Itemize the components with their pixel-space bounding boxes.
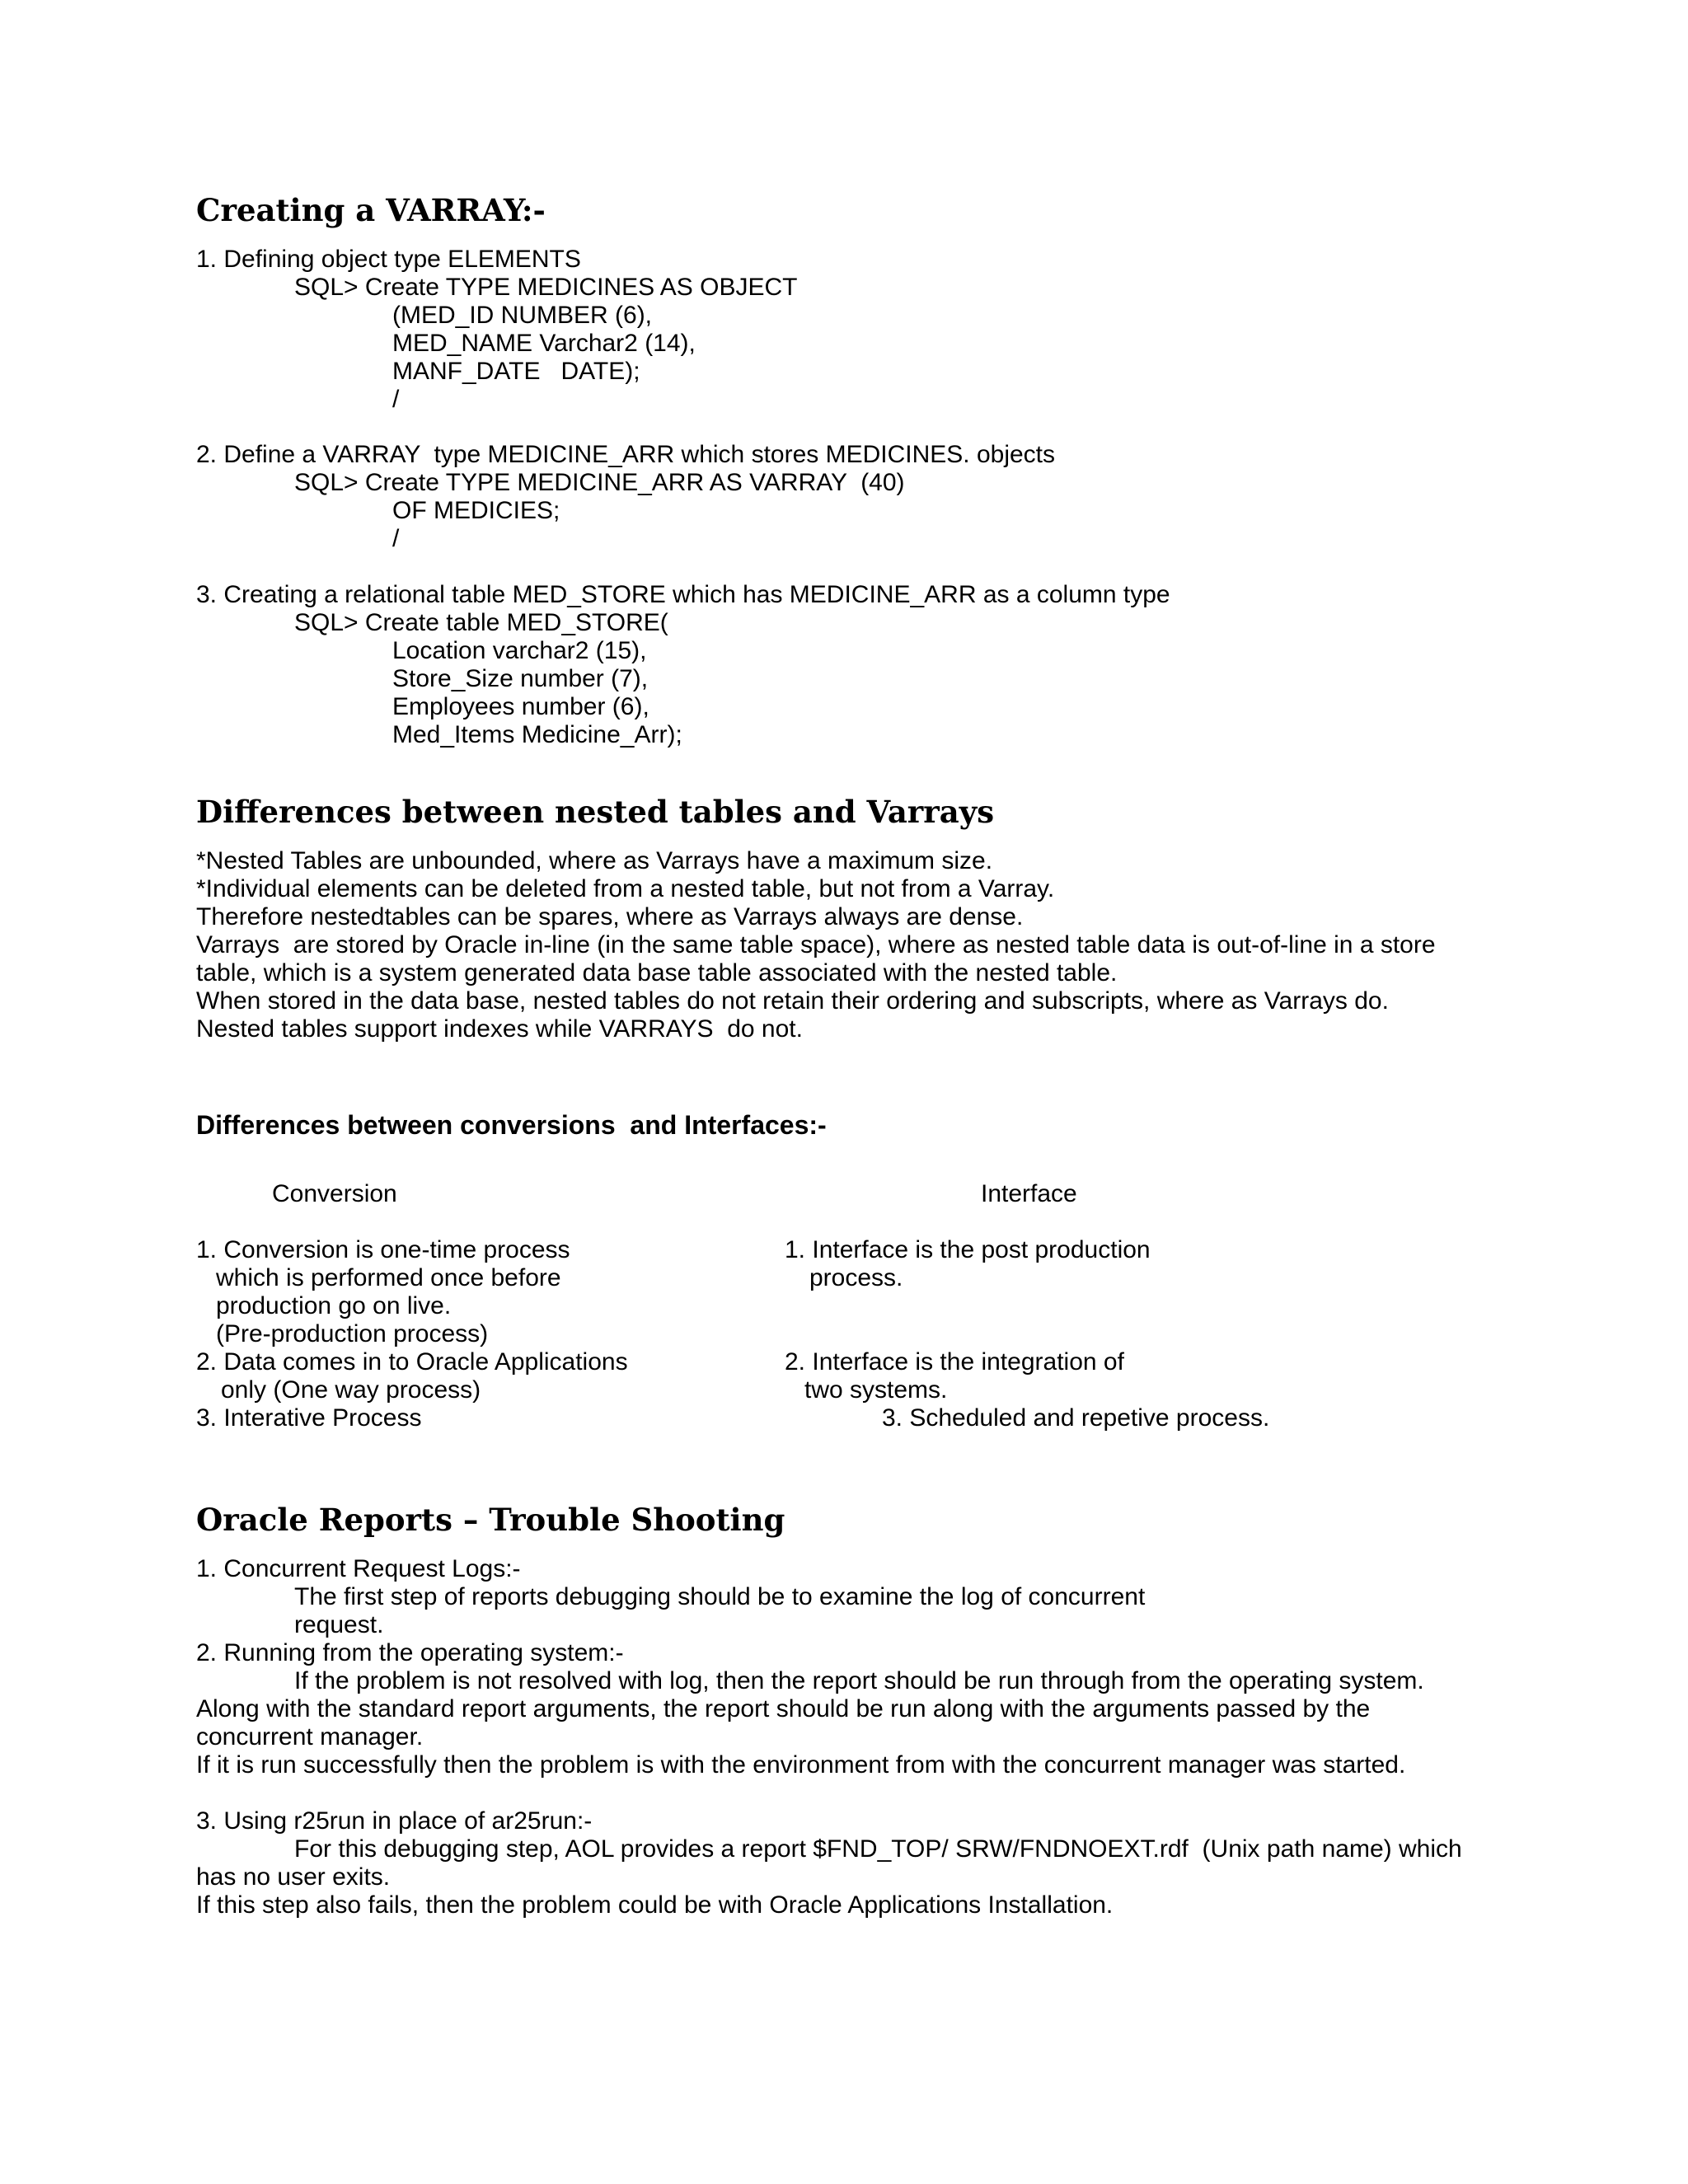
varray-line: 3. Creating a relational table MED_STORE which has MEDICINE_ARR as a column type: [196, 581, 1170, 608]
interface-line: 2. Interface is the integration of: [785, 1348, 1124, 1376]
conversion-line: only (One way process): [221, 1376, 481, 1404]
conversion-line: 3. Interative Process: [196, 1404, 422, 1432]
reports-line: For this debugging step, AOL provides a report $FND_TOP/ SRW/FNDNOEXT.rdf (Unix path name) which: [294, 1835, 1462, 1863]
nested-line: Varrays are stored by Oracle in-line (in the same table space), where as nested table data is out-of-line in a store: [196, 931, 1436, 958]
interface-line: two systems.: [804, 1376, 948, 1404]
varray-line: MANF_DATE DATE);: [392, 358, 640, 385]
varray-line: Employees number (6),: [392, 693, 649, 720]
nested-line: When stored in the data base, nested tables do not retain their ordering and subscripts, where as Varrays do.: [196, 987, 1389, 1015]
reports-line: 3. Using r25run in place of ar25run:-: [196, 1807, 593, 1835]
varray-line: /: [392, 525, 400, 552]
reports-line: If this step also fails, then the problem could be with Oracle Applications Installation.: [196, 1891, 1114, 1919]
reports-line: If the problem is not resolved with log, then the report should be run through from the operating system.: [294, 1667, 1424, 1694]
nested-line: Therefore nestedtables can be spares, where as Varrays always are dense.: [196, 903, 1024, 930]
varray-line: SQL> Create TYPE MEDICINE_ARR AS VARRAY (40): [294, 469, 905, 496]
varray-line: 2. Define a VARRAY type MEDICINE_ARR which stores MEDICINES. objects: [196, 441, 1056, 468]
reports-heading: Oracle Reports – Trouble Shooting: [196, 1502, 785, 1538]
varray-line: 1. Defining object type ELEMENTS: [196, 246, 581, 273]
nested-line: Nested tables support indexes while VARRAYS do not.: [196, 1015, 803, 1043]
conversion-column-header: Conversion: [272, 1180, 397, 1207]
reports-line: 1. Concurrent Request Logs:-: [196, 1555, 521, 1582]
nested-line: *Individual elements can be deleted from a nested table, but not from a Varray.: [196, 875, 1055, 902]
interface-column-header: Interface: [981, 1180, 1077, 1207]
reports-line: If it is run successfully then the problem is with the environment from with the concurrent manager was started.: [196, 1751, 1406, 1779]
interface-line: 1. Interface is the post production: [785, 1236, 1151, 1263]
reports-line: The first step of reports debugging should be to examine the log of concurrent: [294, 1583, 1146, 1610]
conversion-line: which is performed once before: [216, 1264, 561, 1291]
nested-heading: Differences between nested tables and Varrays: [196, 794, 995, 830]
conversion-line: (Pre-production process): [216, 1320, 489, 1347]
varray-line: /: [392, 386, 400, 413]
reports-line: Along with the standard report arguments, the report should be run along with the arguments passed by the: [196, 1695, 1371, 1722]
varray-line: Med_Items Medicine_Arr);: [392, 721, 682, 748]
conversion-line: production go on live.: [216, 1292, 452, 1319]
varray-line: MED_NAME Varchar2 (14),: [392, 330, 696, 357]
reports-line: has no user exits.: [196, 1863, 391, 1891]
interface-line: process.: [809, 1264, 903, 1291]
varray-line: OF MEDICIES;: [392, 497, 560, 524]
interface-line: 3. Scheduled and repetive process.: [882, 1404, 1270, 1432]
nested-line: *Nested Tables are unbounded, where as Varrays have a maximum size.: [196, 847, 993, 874]
nested-line: table, which is a system generated data base table associated with the nested table.: [196, 959, 1118, 987]
reports-line: concurrent manager.: [196, 1723, 424, 1750]
conversions-heading: Differences between conversions and Interfaces:-: [196, 1110, 827, 1140]
varray-line: Location varchar2 (15),: [392, 637, 647, 664]
varray-line: Store_Size number (7),: [392, 665, 649, 692]
varray-line: SQL> Create table MED_STORE(: [294, 609, 668, 636]
varray-line: (MED_ID NUMBER (6),: [392, 302, 653, 329]
varray-heading: Creating a VARRAY:-: [196, 192, 546, 228]
conversion-line: 1. Conversion is one-time process: [196, 1236, 570, 1263]
reports-line: 2. Running from the operating system:-: [196, 1639, 624, 1666]
conversion-line: 2. Data comes in to Oracle Applications: [196, 1348, 628, 1376]
varray-line: SQL> Create TYPE MEDICINES AS OBJECT: [294, 274, 798, 301]
reports-line: request.: [294, 1611, 384, 1638]
